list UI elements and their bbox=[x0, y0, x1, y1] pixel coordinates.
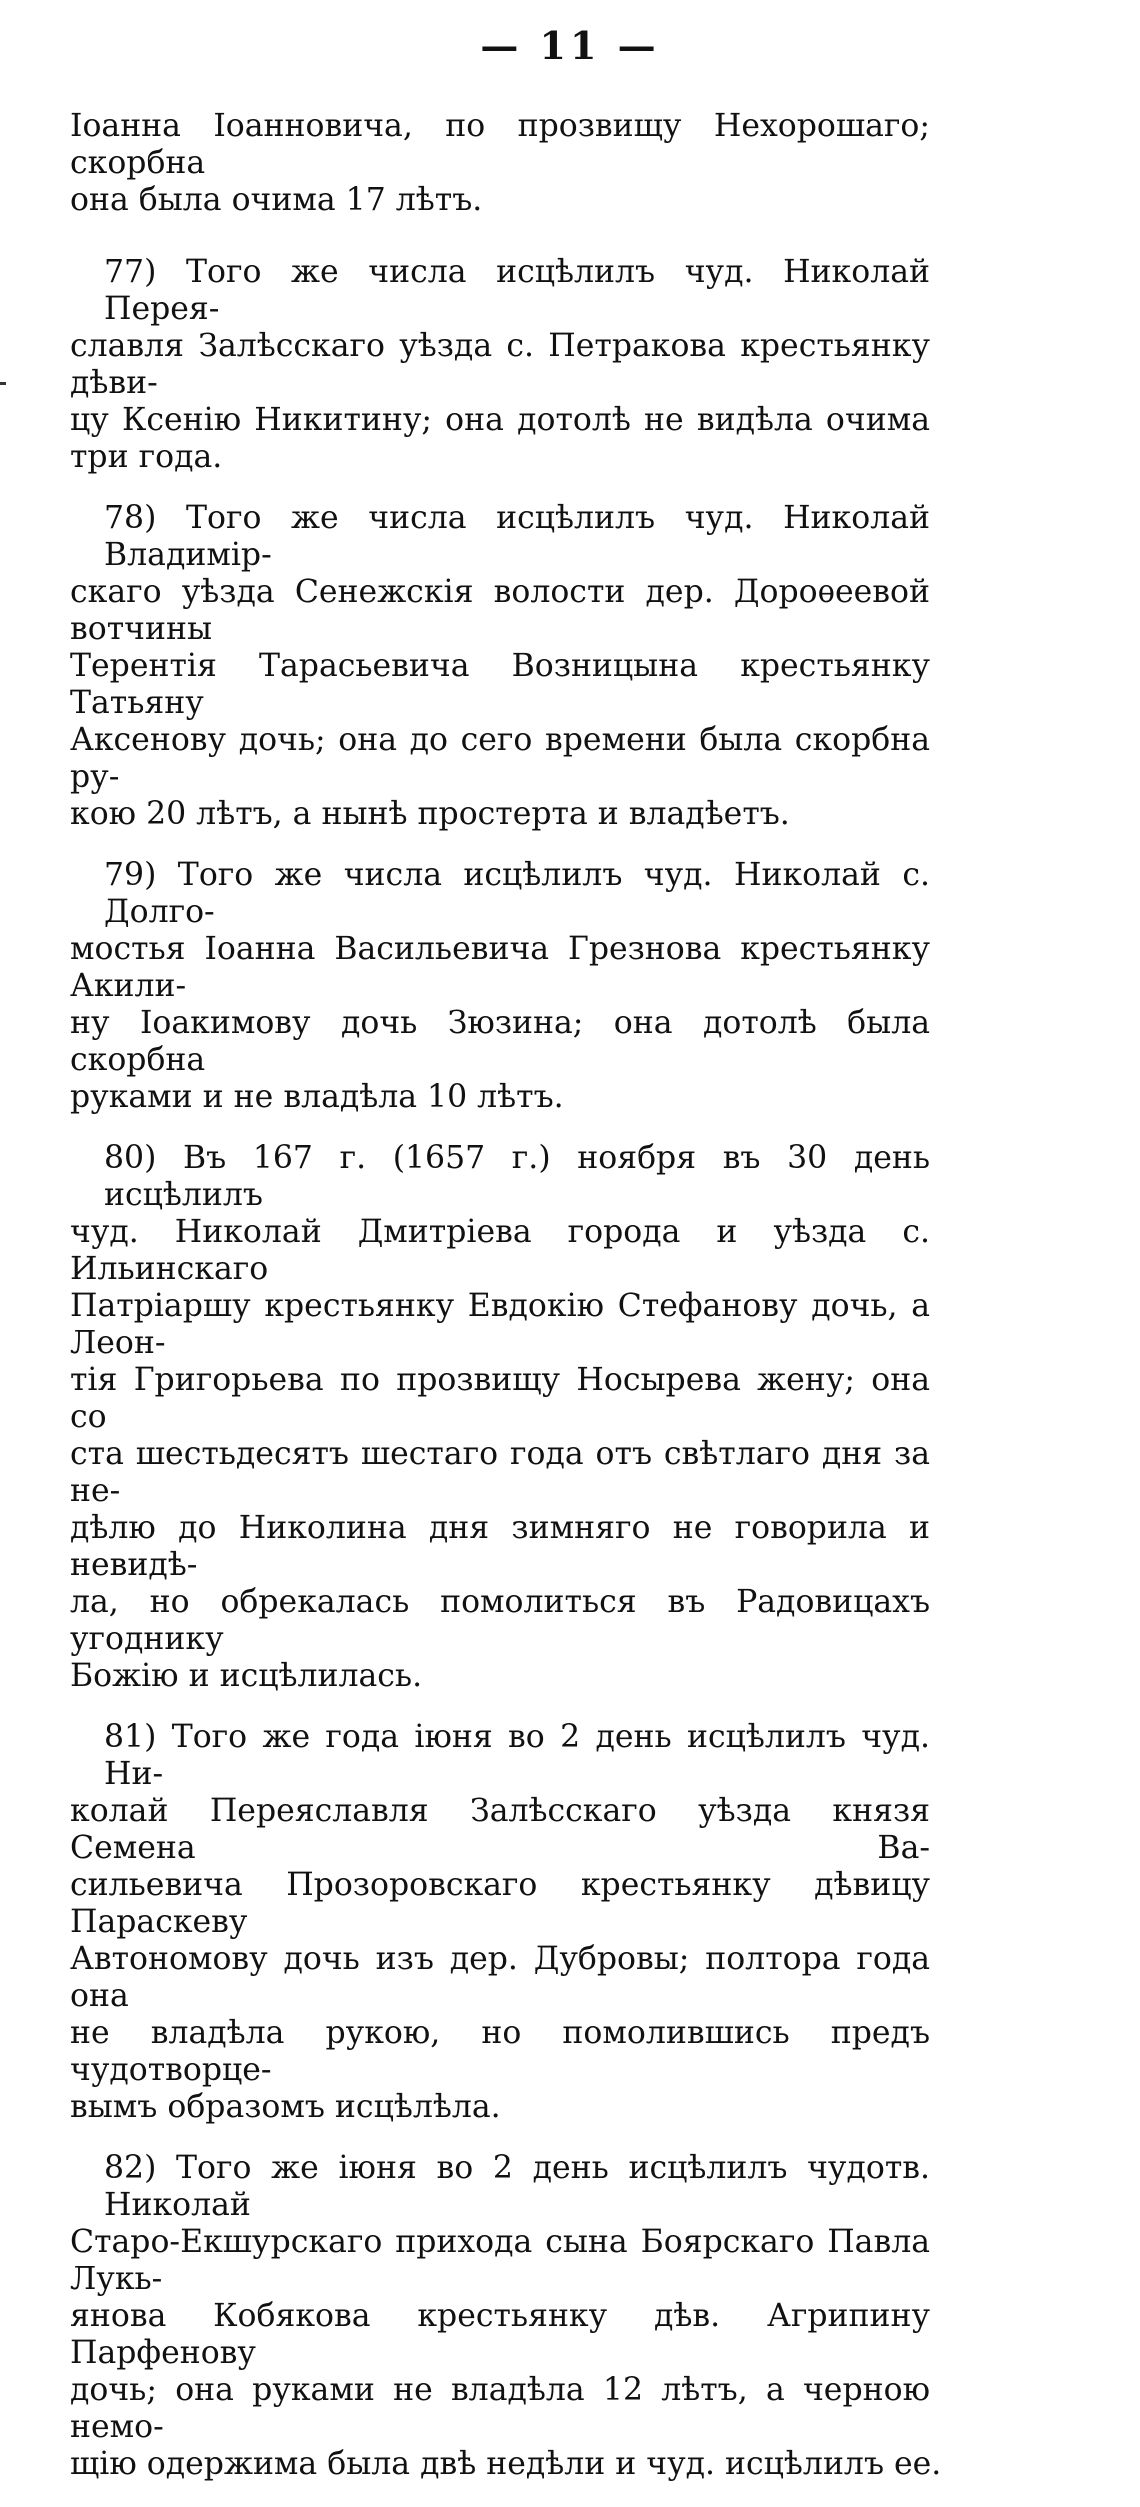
paragraph-entry-77 bbox=[70, 254, 930, 476]
text-line: Автономову дочь изъ дер. Дубровы; полтора года она bbox=[70, 1941, 930, 2014]
text-line: Патріаршу крестьянку Евдокію Стефанову дочь, а Леон- bbox=[70, 1288, 930, 1361]
text-line: дѣлю до Николина дня зимняго не говорила и невидѣ- bbox=[70, 1510, 930, 1583]
text-line: 78) Того же числа исцѣлилъ чуд. Николай Владимір- bbox=[104, 500, 930, 573]
text-line: Іоанна Іоанновича, по прозвищу Нехорошаго; скорбна bbox=[70, 108, 930, 181]
text-line: скаго уѣзда Сенежскія волости дер. Дороѳеевой вотчины bbox=[70, 574, 930, 647]
text-line: тія Григорьева по прозвищу Носырева жену; она со bbox=[70, 1362, 930, 1435]
text-line: 82) Того же іюня во 2 день исцѣлилъ чудотв. Николай bbox=[104, 2150, 930, 2223]
text-line: сильевича Прозоровскаго крестьянку дѣвицу Параскеву bbox=[70, 1867, 930, 1940]
text-line: ну Іоакимову дочь Зюзина; она дотолѣ была скорбна bbox=[70, 1005, 930, 1078]
text-line: Аксенову дочь; она до сего времени была скорбна ру- bbox=[70, 722, 930, 795]
text-line: щію одержима была двѣ недѣли и чуд. исцѣлилъ ее. bbox=[70, 2446, 942, 2482]
text-line: колай Переяславля Залѣсскаго уѣзда князя Семена Ва- bbox=[70, 1793, 930, 1866]
text-line: три года. bbox=[70, 439, 223, 475]
paragraph-continuation bbox=[70, 108, 930, 219]
margin-mark bbox=[0, 382, 6, 385]
text-line: 81) Того же года іюня во 2 день исцѣлилъ чуд. Ни- bbox=[104, 1719, 930, 1792]
text-line: дочь; она руками не владѣла 12 лѣтъ, а черною немо- bbox=[70, 2372, 930, 2445]
text-line: вымъ образомъ исцѣлѣла. bbox=[70, 2089, 501, 2125]
text-line: кою 20 лѣтъ, а нынѣ простерта и владѣетъ. bbox=[70, 796, 790, 832]
paragraph-entry-81 bbox=[70, 1719, 930, 2126]
paragraph-entry-80 bbox=[70, 1140, 930, 1695]
text-body bbox=[70, 108, 942, 2507]
text-line: 80) Въ 167 г. (1657 г.) ноября въ 30 день исцѣлилъ bbox=[104, 1140, 930, 1213]
text-line: цу Ксенію Никитину; она дотолѣ не видѣла очима bbox=[70, 402, 930, 438]
text-line: руками и не владѣла 10 лѣтъ. bbox=[70, 1079, 564, 1115]
text-line: ла, но обрекалась помолиться въ Радовицахъ угоднику bbox=[70, 1584, 930, 1657]
paragraph-entry-82 bbox=[70, 2150, 942, 2483]
text-line: чуд. Николай Дмитріева города и уѣзда с. Ильинскаго bbox=[70, 1214, 930, 1287]
page-number: — 11 — bbox=[480, 23, 660, 68]
paragraph-entry-78 bbox=[70, 500, 930, 833]
text-line: Божію и исцѣлилась. bbox=[70, 1658, 423, 1694]
text-line: не владѣла рукою, но помолившись предъ чудотворце- bbox=[70, 2015, 930, 2088]
text-line: Старо-Екшурскаго прихода сына Боярскаго Павла Лукь- bbox=[70, 2224, 930, 2297]
text-line: она была очима 17 лѣтъ. bbox=[70, 182, 483, 218]
paragraph-entry-79 bbox=[70, 857, 930, 1116]
text-line: 77) Того же числа исцѣлилъ чуд. Николай Перея- bbox=[104, 254, 930, 327]
text-line: ста шестьдесятъ шестаго года отъ свѣтлаго дня за не- bbox=[70, 1436, 930, 1509]
text-line: Терентія Тарасьевича Возницына крестьянку Татьяну bbox=[70, 648, 930, 721]
text-line: янова Кобякова крестьянку дѣв. Агрипину Парфенову bbox=[70, 2298, 930, 2371]
text-line: мостья Іоанна Васильевича Грезнова крестьянку Акили- bbox=[70, 931, 930, 1004]
text-line: 79) Того же числа исцѣлилъ чуд. Николай с. Долго- bbox=[104, 857, 930, 930]
text-line: славля Залѣсскаго уѣзда с. Петракова крестьянку дѣви- bbox=[70, 328, 930, 401]
